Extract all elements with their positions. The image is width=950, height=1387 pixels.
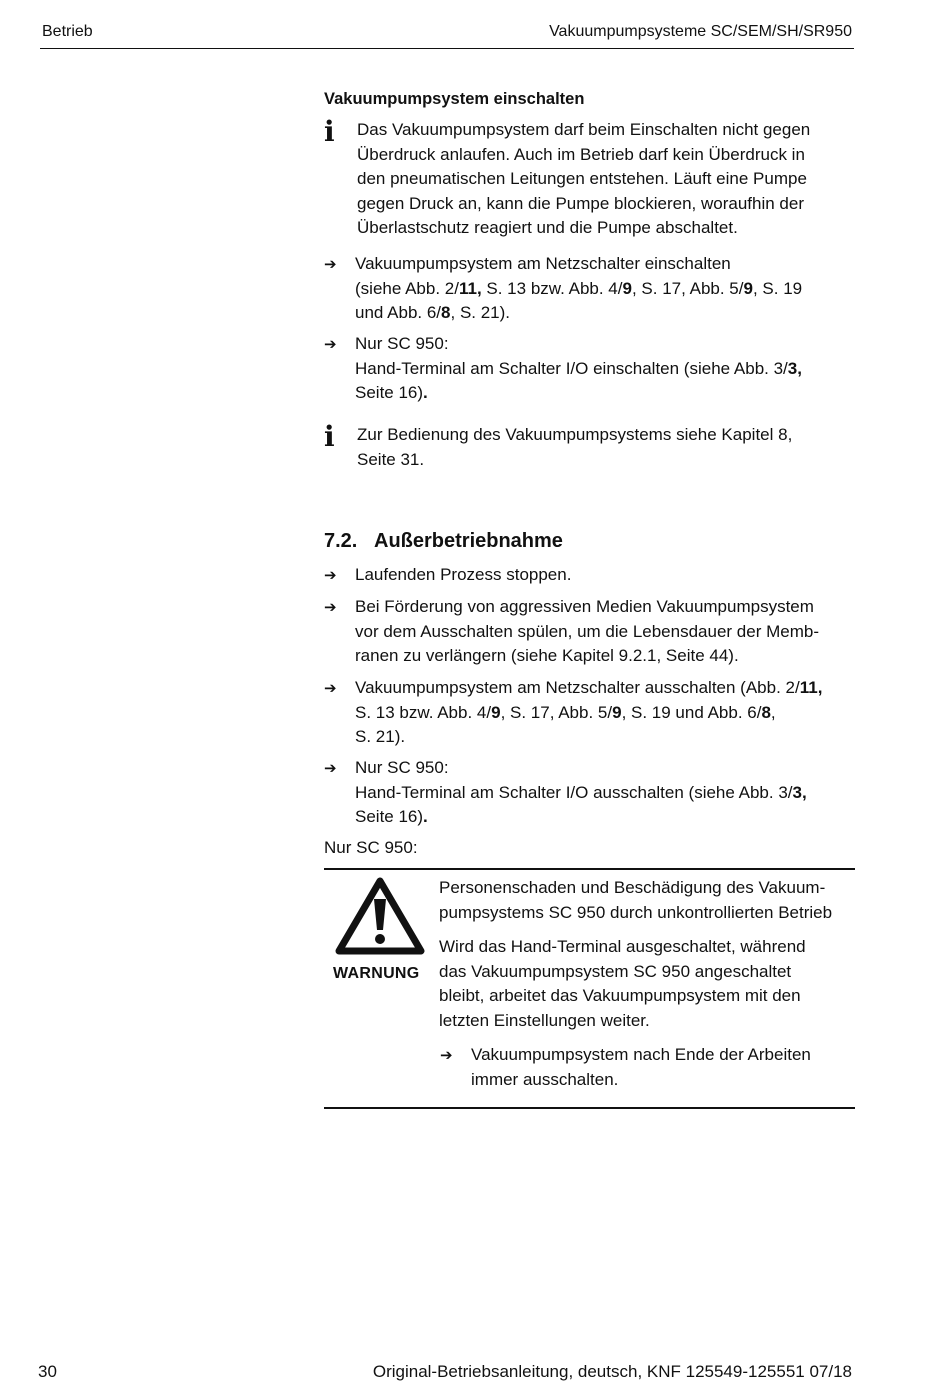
arrow-bullet-icon: ➔: [324, 566, 337, 584]
text-line: Vakuumpumpsystem am Netzschalter ausschalten (Abb. 2/11,: [355, 678, 823, 697]
step-stop-process: Laufenden Prozess stoppen.: [355, 565, 572, 584]
text-line: Überlastschutz reagiert und die Pumpe abschaltet.: [357, 218, 738, 237]
step-hand-terminal-off: [355, 756, 855, 830]
text-line: Hand-Terminal am Schalter I/O einschalten (siehe Abb. 3/3,: [355, 358, 802, 378]
arrow-bullet-icon: ➔: [324, 335, 337, 353]
step-switch-on-mains: [355, 252, 855, 326]
section-heading-ausserbetriebnahme: 7.2. Außerbetriebnahme: [324, 530, 563, 552]
text-line: pumpsystems SC 950 durch unkontrollierten Betrieb: [439, 902, 833, 922]
text-line: das Vakuumpumpsystem SC 950 angeschaltet: [439, 961, 792, 981]
header-rule: [40, 48, 854, 49]
warning-action: [471, 1043, 851, 1092]
text-line: Zur Bedienung des Vakuumpumpsystems siehe Kapitel 8,: [357, 425, 793, 444]
text-line: den pneumatischen Leitungen entstehen. Läuft eine Pumpe: [357, 169, 807, 188]
text-line: letzten Einstellungen weiter.: [439, 1010, 650, 1030]
text-line: Seite 16).: [355, 383, 428, 402]
text-line: bleibt, arbeitet das Vakuumpumpsystem mit den: [439, 986, 801, 1005]
info-i-icon: i: [324, 420, 335, 453]
text-line: (siehe Abb. 2/11, S. 13 bzw. Abb. 4/9, S. 17, Abb. 5/9, S. 19: [355, 278, 803, 298]
text-line: Nur SC 950:: [355, 334, 449, 353]
text-line: Seite 31.: [357, 449, 425, 469]
text-line: Vakuumpumpsystem am Netzschalter einschalten: [355, 254, 731, 273]
text-line: ranen zu verlängern (siehe Kapitel 9.2.1, Seite 44).: [355, 646, 739, 665]
info-paragraph-overpressure: [357, 118, 857, 241]
arrow-bullet-icon: ➔: [324, 759, 337, 777]
warning-top-rule: [324, 868, 855, 870]
footer-document-info: Original-Betriebsanleitung, deutsch, KNF 125549-125551 07/18: [372, 1362, 852, 1381]
text-line: Vakuumpumpsystem nach Ende der Arbeiten: [471, 1045, 811, 1064]
text-line: und Abb. 6/8, S. 21).: [355, 303, 511, 322]
arrow-bullet-icon: ➔: [324, 255, 337, 273]
text-line: Nur SC 950:: [355, 758, 449, 777]
text-line: S. 21).: [355, 727, 406, 746]
text-line: Bei Förderung von aggressiven Medien Vakuumpumpsystem: [355, 597, 814, 616]
text-line: Personenschaden und Beschädigung des Vakuum-: [439, 878, 826, 897]
warning-body: [439, 935, 859, 1033]
arrow-bullet-icon: ➔: [324, 598, 337, 616]
text-line: Hand-Terminal am Schalter I/O ausschalten (siehe Abb. 3/3,: [355, 782, 807, 802]
text-line: Überdruck anlaufen. Auch im Betrieb darf kein Überdruck in: [357, 144, 805, 164]
text-line: gegen Druck an, kann die Pumpe blockieren, woraufhin der: [357, 193, 804, 213]
text-line: Das Vakuumpumpsystem darf beim Einschalten nicht gegen: [357, 120, 811, 139]
warning-triangle-icon: [334, 875, 426, 957]
step-switch-off-mains: [355, 676, 855, 750]
note-sc950: Nur SC 950:: [324, 838, 418, 857]
step-hand-terminal-on: [355, 332, 855, 406]
running-header-left: Betrieb: [42, 23, 93, 40]
text-line: Wird das Hand-Terminal ausgeschaltet, während: [439, 937, 806, 956]
running-header-right: Vakuumpumpsysteme SC/SEM/SH/SR950: [549, 23, 852, 40]
arrow-bullet-icon: ➔: [440, 1046, 453, 1064]
info-paragraph-operation: [357, 423, 857, 472]
text-line: S. 13 bzw. Abb. 4/9, S. 17, Abb. 5/9, S. 19 und Abb. 6/8,: [355, 702, 776, 722]
section-heading-einschalten: Vakuumpumpsystem einschalten: [324, 90, 585, 108]
text-line: vor dem Ausschalten spülen, um die Lebensdauer der Memb-: [355, 621, 819, 641]
text-line: immer ausschalten.: [471, 1069, 619, 1089]
warning-title: [439, 876, 859, 925]
step-flush-system: [355, 595, 855, 669]
page-number: 30: [38, 1362, 57, 1381]
arrow-bullet-icon: ➔: [324, 679, 337, 697]
warning-label: WARNUNG: [333, 965, 420, 982]
info-i-icon: i: [324, 115, 335, 148]
warning-bottom-rule: [324, 1107, 855, 1109]
text-line: Seite 16).: [355, 807, 428, 826]
